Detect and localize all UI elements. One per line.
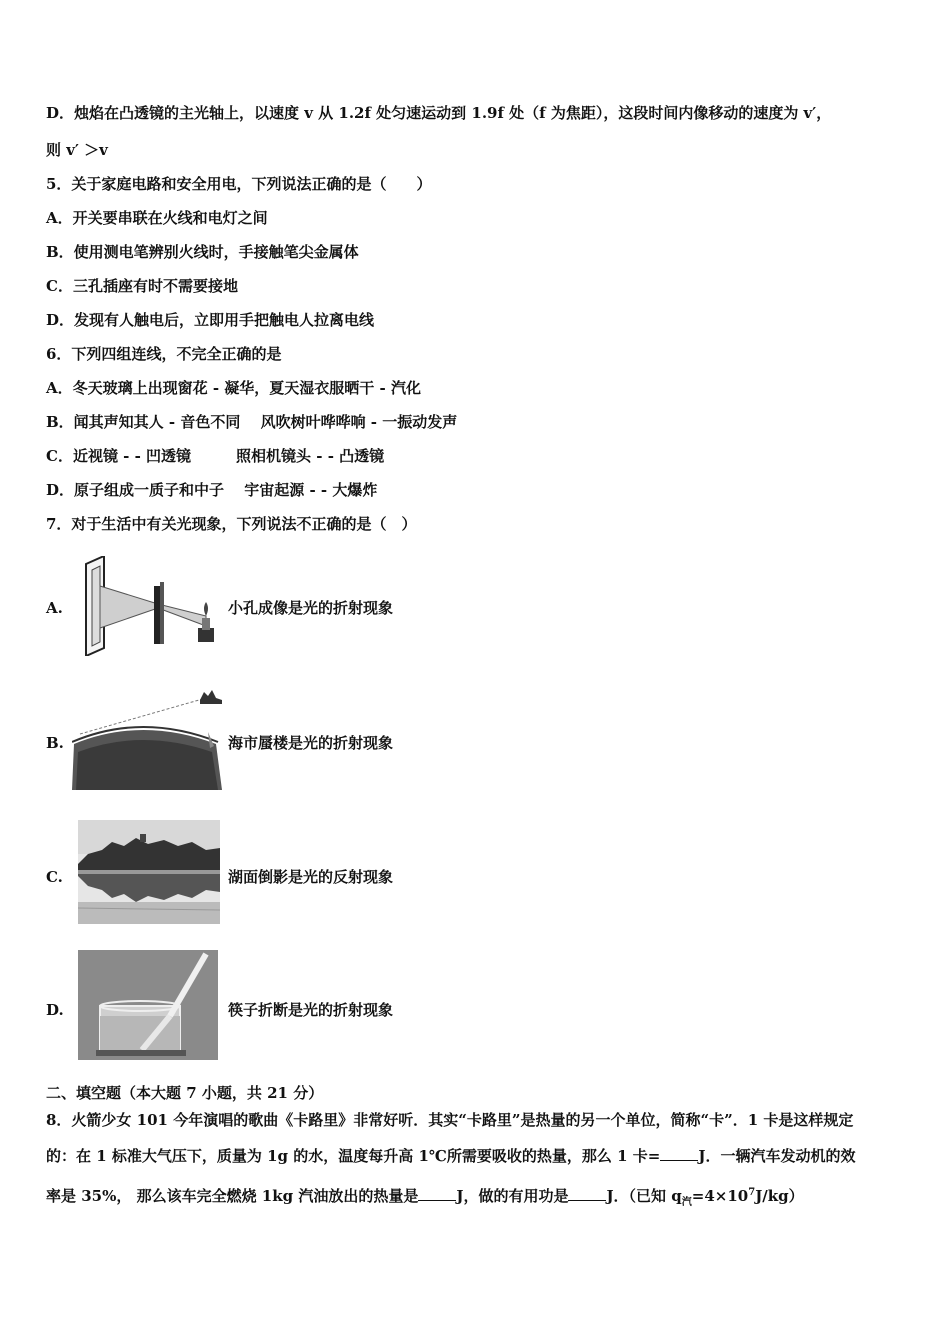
q7-stem: 7．对于生活中有关光现象，下列说法不正确的是（ ） [46,515,417,533]
q6-option-a: A．冬天玻璃上出现窗花 - 凝华，夏天湿衣服晒干 - 汽化 [46,379,421,397]
q7-option-d-text: 筷子折断是光的折射现象 [228,1001,394,1019]
q7-option-a-text: 小孔成像是光的折射现象 [228,599,394,617]
q8-line3-text-d: =4×10 [691,1187,749,1205]
section-heading: 二、填空题（本大题 7 小题，共 21 分） [46,1084,324,1102]
mirage-image [72,686,224,790]
pinhole-imaging-image [74,556,224,656]
q7-option-c-text: 湖面倒影是光的反射现象 [228,868,394,886]
q5-option-c: C．三孔插座有时不需要接地 [46,277,238,295]
q6-stem: 6．下列四组连线，不完全正确的是 [46,345,282,363]
q8-subscript: 汽 [681,1197,692,1208]
q5-stem: 5．关于家庭电路和安全用电，下列说法正确的是（ ） [46,175,432,193]
q7-option-c-label: C. [46,868,63,886]
q4-option-d-line2: 则 v′ ＞v [46,141,108,159]
q8-superscript: 7 [748,1187,756,1198]
q7-option-d-label: D. [46,1001,64,1019]
answer-blank-3[interactable] [568,1186,606,1201]
q8-line2-text-a: 的：在 1 标准大气压下，质量为 1g 的水，温度每升高 1℃所需要吸收的热量，那么 1 卡= [46,1147,661,1165]
q8-line3 [46,1183,804,1213]
q6-option-c: C．近视镜 - - 凹透镜 照相机镜头 - - 凸透镜 [46,447,385,465]
q5-option-b: B．使用测电笔辨别火线时，手接触笔尖金属体 [46,243,359,261]
q5-option-a: A．开关要串联在火线和电灯之间 [46,209,268,227]
q8-line1: 8．火箭少女 101 今年演唱的歌曲《卡路里》非常好听．其实“卡路里”是热量的另一个单位，简称“卡”．1 卡是这样规定 [46,1111,854,1129]
q8-line3-text-b: J，做的有用功是 [456,1187,569,1205]
answer-blank-2[interactable] [418,1186,456,1201]
q7-option-a-label: A. [46,599,63,617]
q7-option-b-text: 海市蜃楼是光的折射现象 [228,734,394,752]
q8-line2 [46,1146,855,1166]
q8-line2-text-b: J．一辆汽车发动机的效 [698,1147,856,1165]
q4-option-d-line1: D．烛焰在凸透镜的主光轴上，以速度 v 从 1.2f 处匀速运动到 1.9f 处（f 为焦距），这段时间内像移动的速度为 v′， [46,104,832,122]
bent-chopstick-image [78,950,218,1060]
q6-option-b: B．闻其声知其人 - 音色不同 风吹树叶哗哗响 - 一振动发声 [46,413,458,431]
answer-blank-1[interactable] [660,1146,698,1161]
q7-option-b-label: B. [46,734,64,752]
q6-option-d: D．原子组成一质子和中子 宇宙起源 - - 大爆炸 [46,481,378,499]
q8-line3-text-e: J/kg） [755,1187,804,1205]
lake-reflection-image [78,820,220,924]
q5-option-d: D．发现有人触电后，立即用手把触电人拉离电线 [46,311,375,329]
q8-line3-text-c: J．（已知 q [606,1187,682,1205]
q8-line3-text-a: 率是 35%， 那么该车完全燃烧 1kg 汽油放出的热量是 [46,1187,419,1205]
